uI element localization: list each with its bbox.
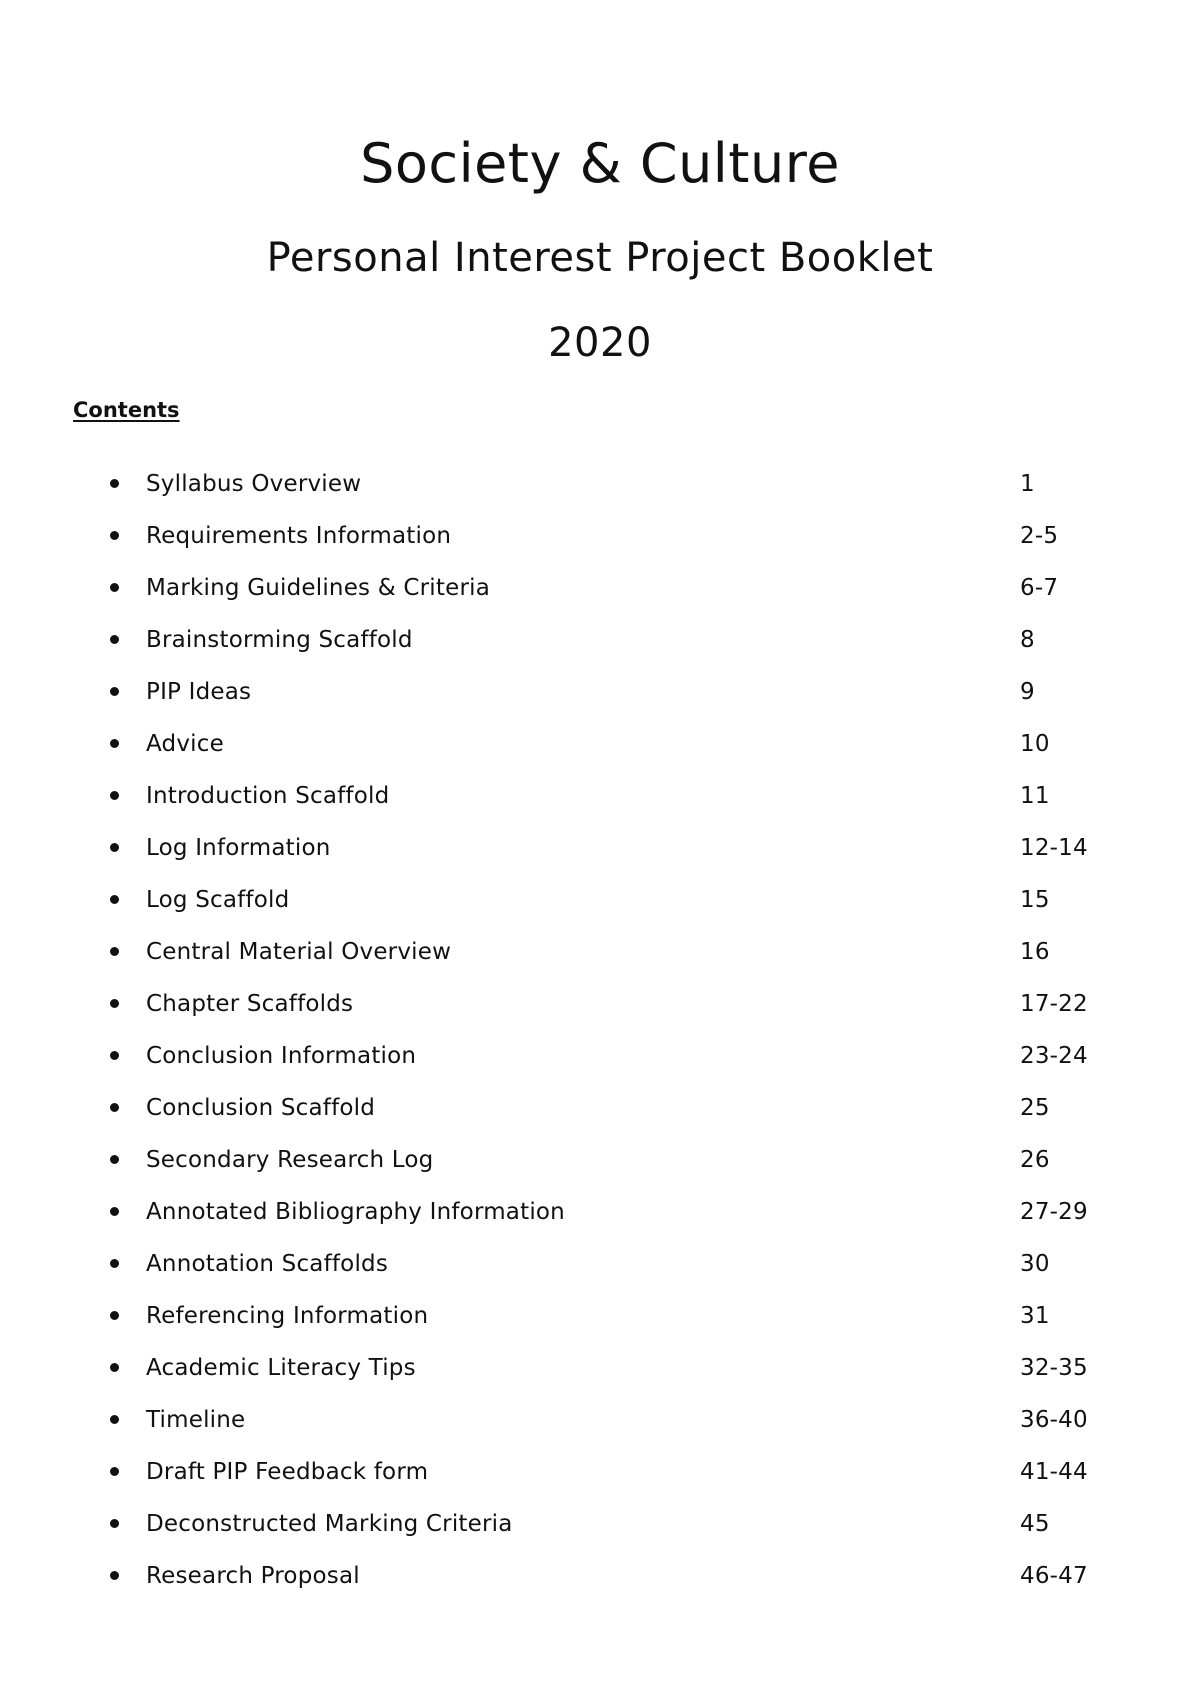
bullet-icon [110,1467,119,1476]
bullet-icon [110,843,119,852]
contents-item-page: 2-5 [1020,523,1059,549]
contents-item-label: Draft PIP Feedback form [146,1459,429,1485]
contents-item [0,566,1200,618]
bullet-icon [110,1207,119,1216]
contents-item [0,826,1200,878]
contents-item-page: 1 [1020,471,1035,497]
contents-item [0,982,1200,1034]
contents-item-label: Introduction Scaffold [146,783,390,809]
contents-item [0,1294,1200,1346]
bullet-icon [110,687,119,696]
contents-item-label: Marking Guidelines & Criteria [146,575,490,601]
contents-item [0,1502,1200,1554]
contents-item [0,1554,1200,1606]
document-title: Society & Culture [360,132,840,195]
contents-item [0,722,1200,774]
bullet-icon [110,999,119,1008]
contents-item-page: 16 [1020,939,1050,965]
contents-item-page: 9 [1020,679,1035,705]
bullet-icon [110,947,119,956]
bullet-icon [110,583,119,592]
bullet-icon [110,739,119,748]
contents-item-label: Advice [146,731,224,757]
contents-item-page: 46-47 [1020,1563,1088,1589]
contents-item-page: 11 [1020,783,1050,809]
contents-item-page: 45 [1020,1511,1050,1537]
contents-item [0,514,1200,566]
contents-item-page: 15 [1020,887,1050,913]
contents-item-label: PIP Ideas [146,679,252,705]
bullet-icon [110,1103,119,1112]
contents-item-label: Annotation Scaffolds [146,1251,389,1277]
bullet-icon [110,1155,119,1164]
contents-item [0,1034,1200,1086]
contents-item-page: 17-22 [1020,991,1088,1017]
contents-item-page: 36-40 [1020,1407,1088,1433]
contents-item [0,670,1200,722]
contents-item-page: 23-24 [1020,1043,1088,1069]
contents-item [0,1398,1200,1450]
contents-item-label: Brainstorming Scaffold [146,627,413,653]
contents-item-label: Referencing Information [146,1303,429,1329]
bullet-icon [110,531,119,540]
contents-heading: Contents [73,398,180,422]
document-year: 2020 [548,320,652,366]
bullet-icon [110,479,119,488]
contents-item-page: 6-7 [1020,575,1059,601]
contents-item [0,462,1200,514]
contents-item [0,1450,1200,1502]
contents-list [0,462,1200,1606]
contents-item [0,930,1200,982]
contents-item-page: 10 [1020,731,1050,757]
bullet-icon [110,1519,119,1528]
bullet-icon [110,1259,119,1268]
contents-item [0,1190,1200,1242]
contents-item-page: 30 [1020,1251,1050,1277]
bullet-icon [110,1571,119,1580]
contents-item-page: 26 [1020,1147,1050,1173]
contents-item-label: Research Proposal [146,1563,360,1589]
bullet-icon [110,1051,119,1060]
contents-item-label: Academic Literacy Tips [146,1355,416,1381]
contents-item-label: Log Information [146,835,331,861]
contents-item-label: Conclusion Information [146,1043,417,1069]
contents-item [0,618,1200,670]
contents-item-label: Syllabus Overview [146,471,362,497]
contents-item-label: Log Scaffold [146,887,290,913]
bullet-icon [110,895,119,904]
contents-item-page: 32-35 [1020,1355,1088,1381]
contents-item-label: Requirements Information [146,523,452,549]
contents-item [0,1346,1200,1398]
contents-item-label: Timeline [146,1407,246,1433]
contents-item [0,1138,1200,1190]
contents-item-label: Central Material Overview [146,939,452,965]
bullet-icon [110,1415,119,1424]
bullet-icon [110,791,119,800]
contents-item-page: 27-29 [1020,1199,1088,1225]
contents-item [0,1086,1200,1138]
contents-item [0,774,1200,826]
contents-item-page: 31 [1020,1303,1050,1329]
document-subtitle: Personal Interest Project Booklet [266,235,934,281]
bullet-icon [110,635,119,644]
bullet-icon [110,1363,119,1372]
contents-item [0,1242,1200,1294]
contents-item-page: 25 [1020,1095,1050,1121]
bullet-icon [110,1311,119,1320]
contents-item-page: 12-14 [1020,835,1088,861]
contents-item-label: Secondary Research Log [146,1147,434,1173]
contents-item-label: Deconstructed Marking Criteria [146,1511,513,1537]
contents-item-label: Annotated Bibliography Information [146,1199,565,1225]
contents-item-page: 41-44 [1020,1459,1088,1485]
contents-item-label: Chapter Scaffolds [146,991,354,1017]
contents-item-label: Conclusion Scaffold [146,1095,376,1121]
contents-item-page: 8 [1020,627,1035,653]
contents-item [0,878,1200,930]
